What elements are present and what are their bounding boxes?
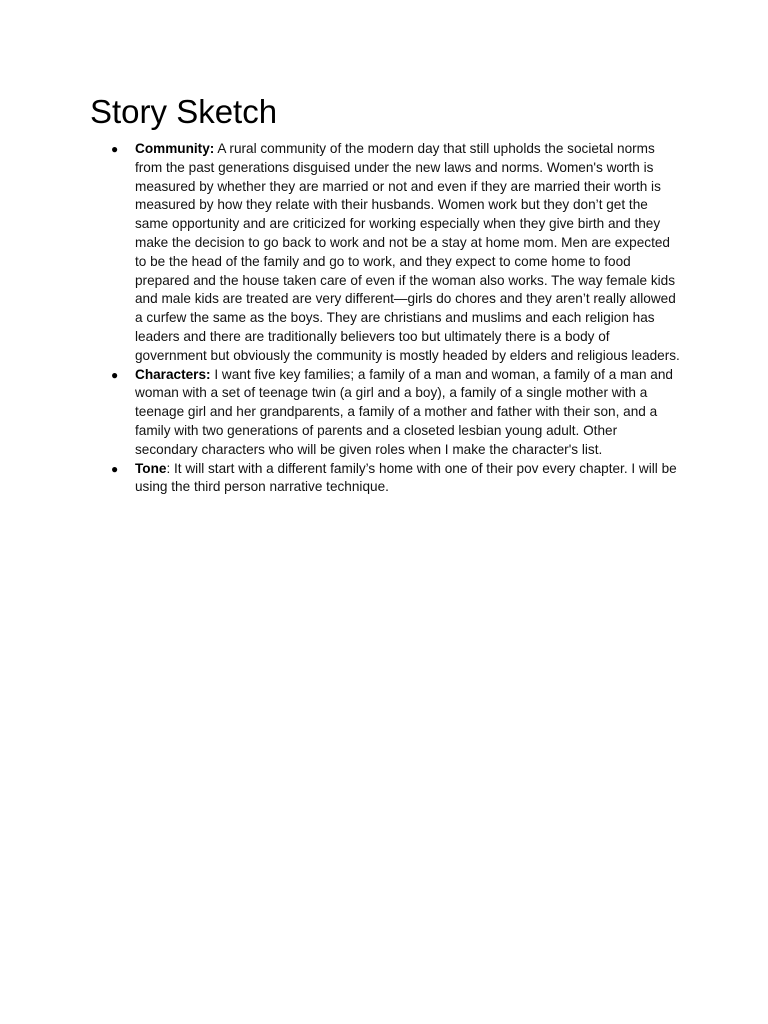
list-item-tone	[0, 460, 683, 498]
item-term: Tone	[135, 460, 167, 476]
item-text: I want five key families; a family of a man and woman, a family of a man and woman with a set of teenage twin (a girl and a boy), a family of a single mother with a teenage girl and her grandparents, a family of a mother and father with their son, and a family with two generations of parents and a closeted lesbian young adult. Other secondary characters who will be given roles when I make the character's list.	[135, 366, 673, 457]
item-text: A rural community of the modern day that still upholds the societal norms from the past generations disguised under the new laws and norms. Women's worth is measured by whether they are married or not and even if they are married their worth is measured by how they relate with their husbands. Women work but they don’t get the same opportunity and are criticized for working especially when they give birth and they make the decision to go back to work and not be a stay at home mom. Men are expected to be the head of the family and go to work, and they expect to come home to food prepared and the house taken care of even if the woman also works. The way female kids and male kids are treated are very different—girls do chores and they aren’t really allowed a curfew the same as the boys. They are christians and muslims and each religion has leaders and there are traditionally believers too but ultimately there is a body of government but obviously the community is mostly headed by elders and religious leaders.	[135, 141, 680, 363]
bullet-list	[0, 140, 768, 497]
list-item-community	[0, 140, 683, 366]
item-term: Community:	[135, 141, 215, 156]
list-item-characters	[0, 366, 683, 460]
document-title: Story Sketch	[90, 93, 278, 130]
bullet-icon: ●	[111, 367, 119, 382]
item-text: : It will start with a different family’s home with one of their pov every chapter. I will be using the third person narrative technique.	[135, 460, 677, 495]
item-term: Characters:	[135, 366, 211, 382]
bullet-icon: ●	[111, 142, 119, 156]
bullet-icon: ●	[111, 461, 119, 476]
